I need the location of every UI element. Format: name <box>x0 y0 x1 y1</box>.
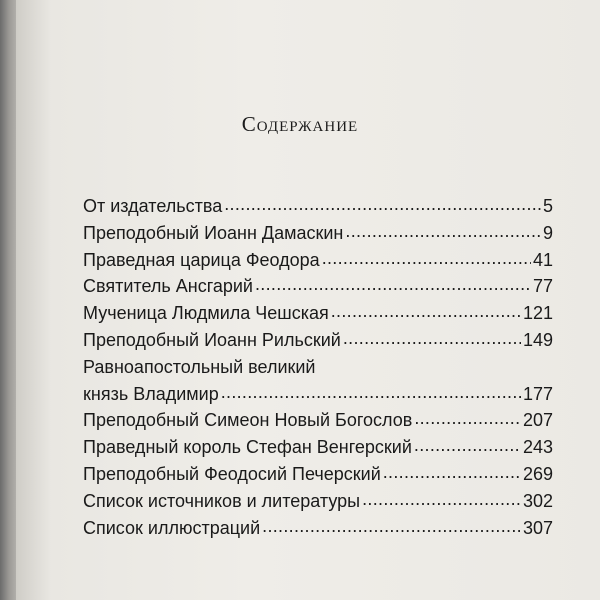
toc-leader-dots <box>221 382 521 403</box>
toc-entry <box>83 223 553 250</box>
toc-entry <box>83 303 553 330</box>
toc-entry-title: Святитель Ансгарий <box>83 276 253 297</box>
toc-entry-page: 41 <box>532 249 553 270</box>
toc-entry-page: 302 <box>522 490 553 511</box>
toc-leader-dots <box>322 248 531 269</box>
toc-leader-dots <box>414 435 521 456</box>
toc-entry-title: Список источников и литературы <box>83 490 361 511</box>
toc-entry-title: Преподобный Симеон Новый Богослов <box>83 410 413 431</box>
toc-entry-page: 243 <box>522 437 553 458</box>
toc-leader-dots <box>224 194 541 215</box>
toc-entry <box>83 410 553 437</box>
toc-entry-title: Преподобный Иоанн Дамаскин <box>83 222 344 243</box>
toc-entry <box>83 491 553 518</box>
toc-entry-page: 177 <box>522 383 553 404</box>
toc-entry <box>83 437 553 464</box>
toc-entry-title: князь Владимир <box>83 383 219 404</box>
toc-leader-dots <box>255 274 531 295</box>
toc-entry-title: Равноапостольный великий <box>83 356 316 377</box>
toc-entry-page: 5 <box>542 196 553 216</box>
toc-entry-page: 9 <box>542 222 553 243</box>
toc-entry <box>83 464 553 491</box>
toc-entry-title: От издательства <box>83 196 223 216</box>
toc-entry-page: 207 <box>522 410 553 431</box>
toc-leader-dots <box>343 328 521 349</box>
toc-entry <box>83 250 553 277</box>
page-title: Содержание <box>241 112 359 136</box>
toc-entry-title: Преподобный Иоанн Рильский <box>83 329 341 350</box>
toc-entry <box>83 330 553 357</box>
toc-entry-page: 149 <box>522 329 553 350</box>
toc-entry <box>83 196 553 223</box>
toc-entry-title: Преподобный Феодосий Печерский <box>83 463 381 484</box>
toc-leader-dots <box>345 221 541 242</box>
toc-leader-dots <box>414 408 521 429</box>
toc-entry-page: 269 <box>522 463 553 484</box>
toc-entry-title: Праведный король Стефан Венгерский <box>83 437 412 458</box>
toc-leader-dots <box>383 462 521 483</box>
toc-entry-title: Праведная царица Феодора <box>83 249 320 270</box>
toc-entry-title: Список иллюстраций <box>83 517 261 538</box>
toc-leader-dots <box>331 301 521 322</box>
toc-entry-page: 77 <box>532 276 553 297</box>
toc-leader-dots <box>362 489 521 510</box>
toc-entry-page: 307 <box>522 517 553 538</box>
toc-entry-page: 121 <box>522 303 553 324</box>
toc-leader-dots <box>262 516 521 537</box>
toc-entry <box>83 384 553 411</box>
toc-entry-continued <box>83 357 553 384</box>
table-of-contents <box>83 196 553 544</box>
toc-entry-title: Мученица Людмила Чешская <box>83 303 329 324</box>
toc-entry <box>83 276 553 303</box>
toc-entry <box>83 518 553 545</box>
